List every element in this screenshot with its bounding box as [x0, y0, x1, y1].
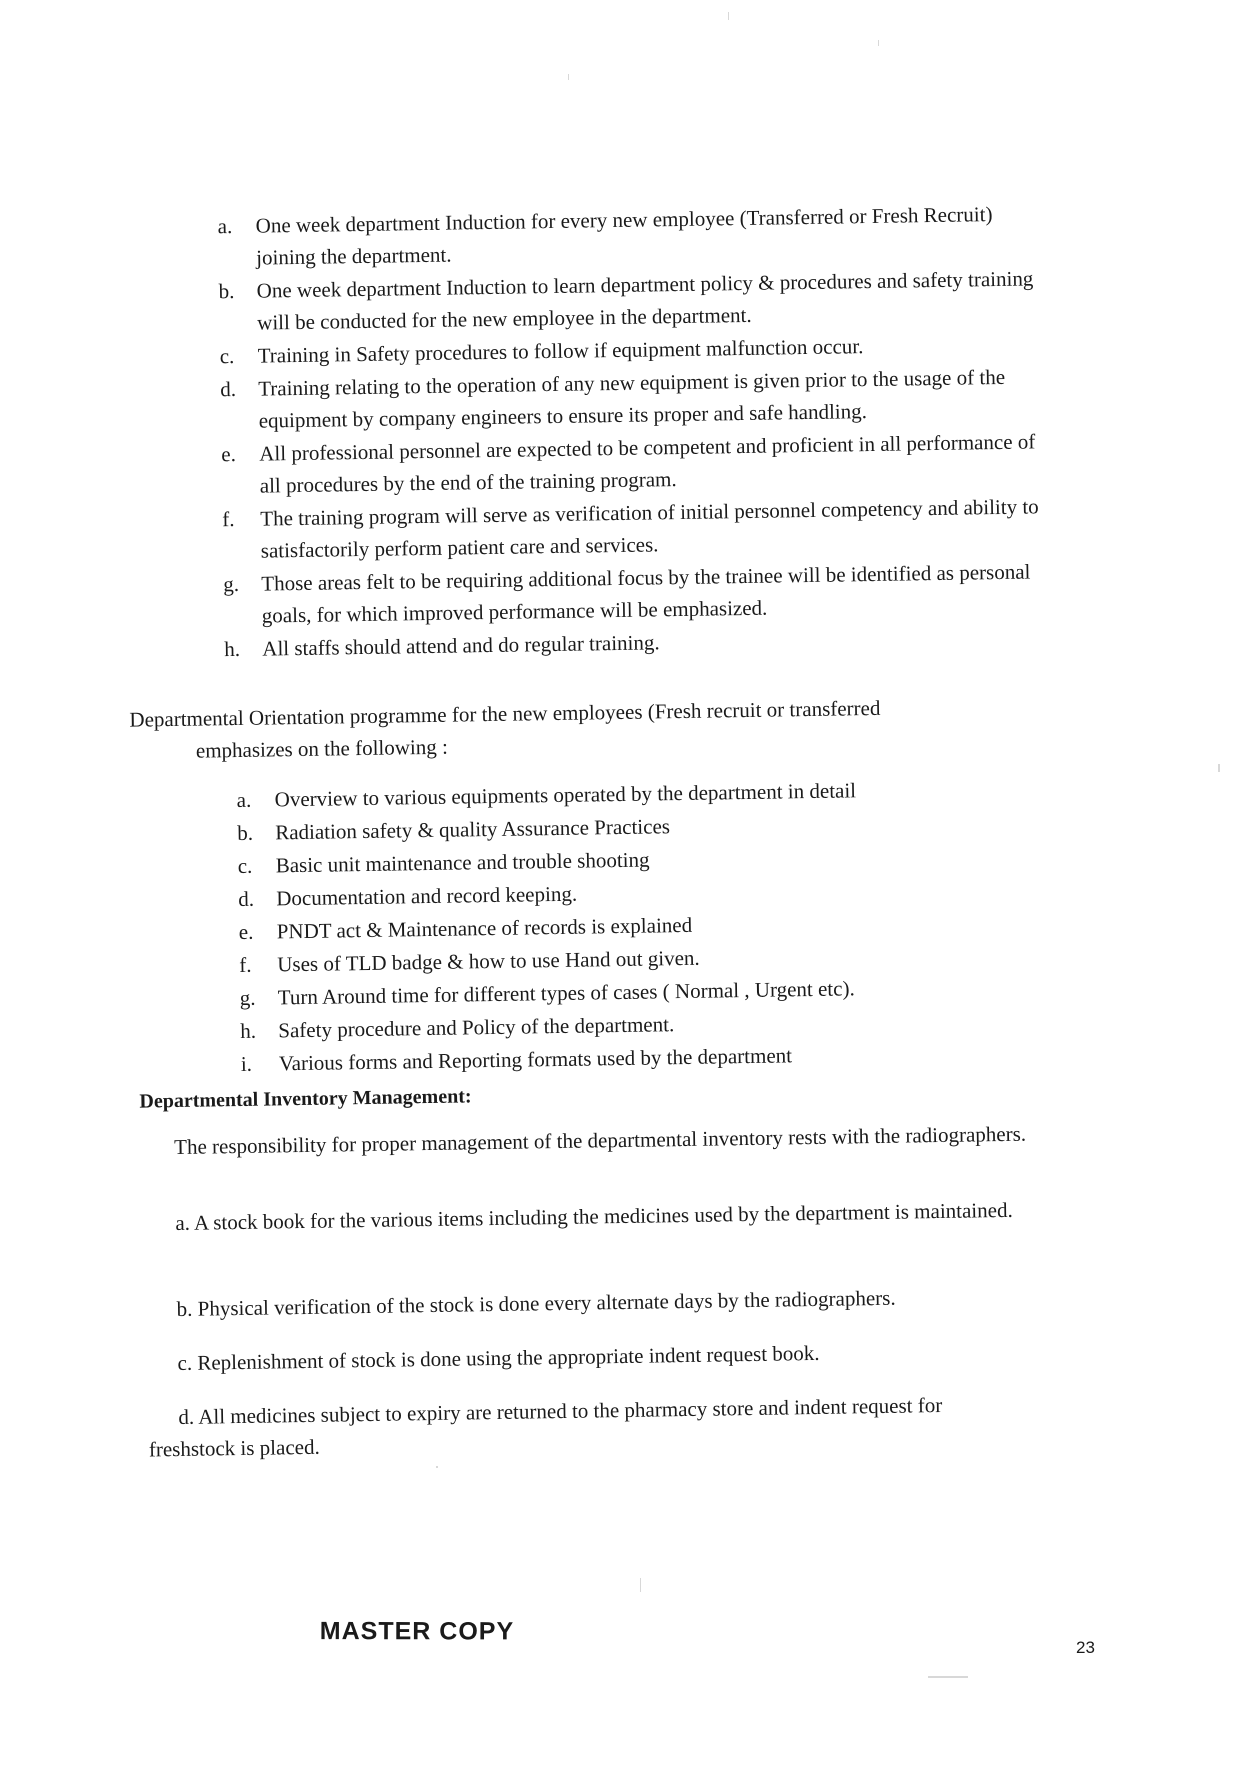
list-marker: h.: [224, 636, 241, 662]
inventory-item-d-line-1: d. All medicines subject to expiry are returned to the pharmacy store and indent request for: [178, 1393, 943, 1430]
list-item-text: Uses of TLD badge & how to use Hand out given.: [277, 945, 700, 977]
list-marker: g.: [223, 571, 240, 597]
list-marker: c.: [219, 343, 235, 369]
scan-speck: [878, 40, 879, 46]
list-marker: i.: [240, 1051, 253, 1076]
list-marker: f.: [222, 507, 235, 532]
list-item-text: Overview to various equipments operated by the department in detail: [274, 778, 857, 812]
list-marker: b.: [237, 820, 254, 846]
list-marker: g.: [239, 985, 256, 1010]
scan-speck: [436, 1466, 438, 1468]
training-list: [217, 197, 1042, 665]
list-marker: a.: [217, 214, 233, 239]
list-item-text: Training relating to the operation of any new equipment is given prior to the usage of the equipment by company engineers to ensure its proper and safe handling.: [258, 364, 1006, 433]
list-item-text: All professional personnel are expected to be competent and proficient in all performance of all procedures by the end of the training program.: [259, 429, 1036, 498]
list-item-text: Those areas felt to be requiring additional focus by the trainee will be identified as personal goals, for which improved performance will be emphasized.: [261, 559, 1031, 628]
scan-speck: [928, 1676, 968, 1678]
list-item: [222, 490, 1041, 566]
list-item: [218, 262, 1037, 338]
inventory-item-d-line-2: freshstock is placed.: [148, 1434, 320, 1462]
list-item-text: Radiation safety & quality Assurance Practices: [275, 814, 671, 845]
list-marker: h.: [240, 1018, 257, 1043]
orientation-line-2: emphasizes on the following :: [195, 734, 449, 763]
inventory-item-b: b. Physical verification of the stock is done every alternate days by the radiographers.: [176, 1285, 896, 1322]
list-item: [223, 555, 1042, 631]
scan-speck: [640, 1578, 641, 1592]
list-item: [221, 425, 1040, 501]
inventory-heading: Departmental Inventory Management:: [139, 1085, 472, 1113]
list-item-text: PNDT act & Maintenance of records is explained: [276, 912, 693, 944]
list-item-text: Documentation and record keeping.: [276, 881, 578, 911]
list-item: [217, 197, 1036, 273]
inventory-item-d: [148, 1387, 1089, 1466]
list-marker: f.: [239, 952, 252, 977]
list-item-text: Safety procedure and Policy of the department.: [278, 1012, 675, 1043]
scan-speck: [728, 12, 729, 20]
inventory-item-a: a. A stock book for the various items including the medicines used by the department is maintained.: [175, 1197, 1013, 1236]
list-marker: d.: [220, 376, 237, 402]
list-marker: a.: [236, 787, 252, 813]
list-marker: e.: [238, 919, 254, 944]
list-item-text: Training in Safety procedures to follow if equipment malfunction occur.: [257, 334, 864, 368]
list-item-text: Turn Around time for different types of cases ( Normal , Urgent etc).: [277, 976, 855, 1010]
list-marker: b.: [218, 278, 235, 304]
orientation-list: [236, 772, 1019, 1081]
master-copy-stamp: MASTER COPY: [319, 1617, 515, 1646]
inventory-item-c: c. Replenishment of stock is done using the appropriate indent request book.: [177, 1340, 820, 1376]
list-item-text: Various forms and Reporting formats used by the department: [278, 1043, 793, 1076]
orientation-paragraph: [129, 690, 1030, 768]
list-item-text: Basic unit maintenance and trouble shooting: [275, 847, 650, 878]
list-marker: c.: [237, 853, 253, 879]
page-number: 23: [1076, 1638, 1095, 1657]
list-item: [220, 360, 1039, 436]
list-item-text: One week department Induction to learn department policy & procedures and safety training will be conducted for the new employee in the department.: [256, 266, 1034, 335]
list-item-text: The training program will serve as verification of initial personnel competency and ability to satisfactorily perform patient care and services.: [260, 494, 1039, 563]
list-marker: d.: [238, 886, 255, 911]
list-item-text: One week department Induction for every new employee (Transferred or Fresh Recruit) joining the department.: [255, 202, 993, 270]
list-item-text: All staffs should attend and do regular training.: [262, 630, 660, 661]
inventory-intro: The responsibility for proper management of the departmental inventory rests with the radiographers.: [173, 1121, 1027, 1160]
scan-speck: [568, 74, 569, 80]
list-marker: e.: [221, 441, 237, 467]
orientation-line-1: Departmental Orientation programme for the new employees (Fresh recruit or transferred: [129, 695, 881, 732]
scan-speck: [1218, 764, 1220, 772]
